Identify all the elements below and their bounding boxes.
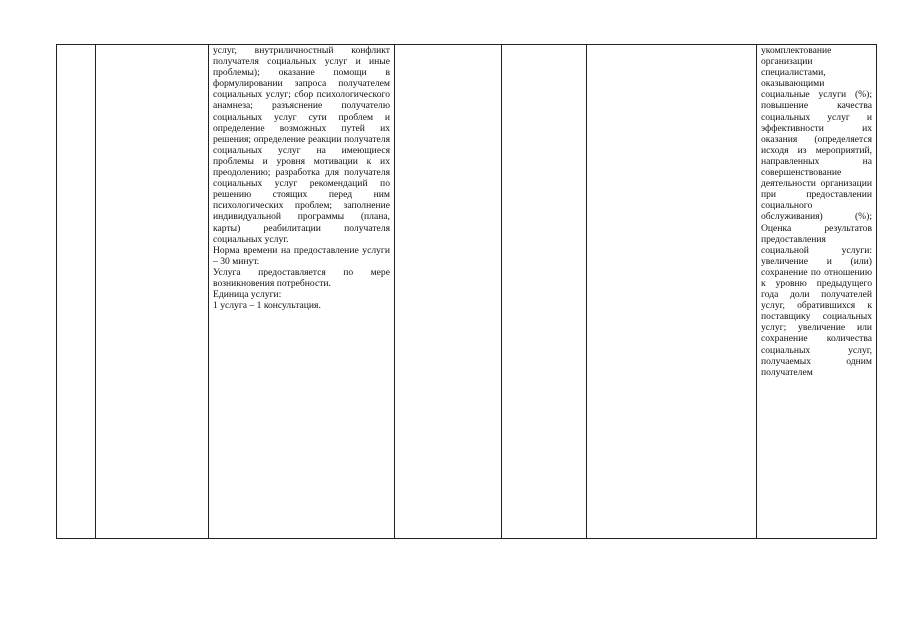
service-unit-value: 1 услуга – 1 консультация. (213, 300, 321, 312)
cell-service-description (209, 45, 395, 539)
cell-empty-6 (587, 45, 757, 539)
quality-indicators-text: укомплектование организации специалистами, оказывающими социальные услуги (%); повышение качества социальных услуг и эффективности их оказания (определяется исходя из мероприятий, направленных на совершенствование деятельности организации при предоставлении социального обслуживания) (%); Оценка результатов предоставления социальной услуги: увеличение и (или) сохранение по отношению к уровню предыдущего года доли получателей услуг, обратившихся к поставщику социальных услуг; увеличение или сохранение количества социальных услуг, получаемых одним получателем (761, 45, 872, 378)
cell-empty-5 (502, 45, 587, 539)
table-row (57, 45, 877, 539)
cell-service-name (96, 45, 209, 539)
service-unit-label: Единица услуги: (213, 289, 282, 301)
time-norm-text: Норма времени на предоставление услуги – 30 минут. (213, 244, 390, 267)
description-paragraph: услуг, внутриличностный конфликт получателя социальных услуг и иные проблемы); оказание помощи в формулировании запроса получателем социальных услуг; сбор психологического анамнеза; разъяснение получателю социальных услуг сути проблем и определение возможных путей их решения; определение реакции получателя социальных услуг на имеющиеся проблемы и уровня мотивации к их преодолению; разработка для получателя социальных услуг рекомендаций по решению стоящих перед ним психологических проблем; заполнение индивидуальной программы (плана, карты) реабилитации получателя социальных услуг. (213, 45, 390, 245)
cell-empty-4 (395, 45, 502, 539)
cell-number (57, 45, 96, 539)
services-table (56, 44, 877, 539)
provision-condition-text: Услуга предоставляется по мере возникновения потребности. (213, 266, 390, 289)
cell-quality-indicators (757, 45, 877, 539)
